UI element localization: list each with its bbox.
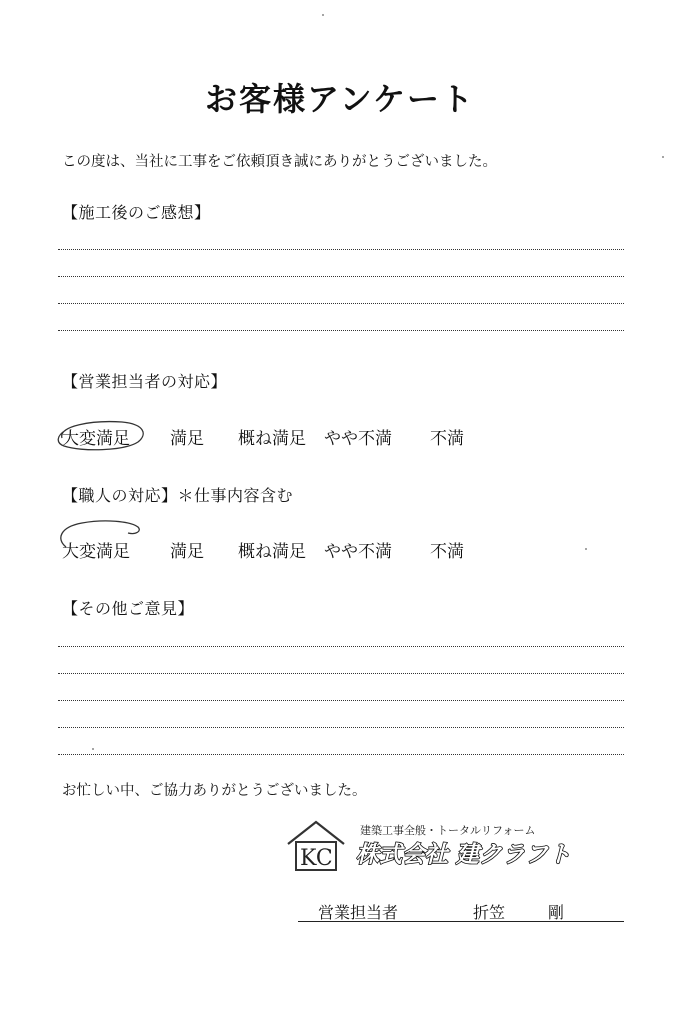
opinions-line (58, 700, 624, 701)
scan-speck (92, 748, 94, 750)
rating-option-somewhat-dissatisfied[interactable]: やや不満 (324, 429, 392, 449)
company-name: 株式会社 建クラフト (356, 842, 572, 868)
craftsman-response-heading: 【職人の対応】＊仕事内容含む (62, 486, 294, 505)
company-tagline: 建築工事全般・トータルリフォーム (360, 824, 536, 837)
rating-option-mostly-satisfied[interactable]: 概ね満足 (238, 429, 306, 449)
rating-option-dissatisfied[interactable]: 不満 (430, 429, 464, 449)
logo-initials: KC (300, 846, 333, 871)
rating-option-dissatisfied[interactable]: 不満 (430, 542, 464, 562)
intro-text: この度は、当社に工事をご依頼頂き誠にありがとうございました。 (62, 154, 497, 170)
opinions-line (58, 754, 624, 755)
opinions-line (58, 727, 624, 728)
other-opinions-heading: 【その他ご意見】 (62, 599, 195, 618)
rating-option-somewhat-dissatisfied[interactable]: やや不満 (324, 542, 392, 562)
house-icon (288, 822, 344, 871)
company-logo (286, 818, 606, 874)
staff-surname: 折笠 (473, 903, 506, 922)
rating-option-very-satisfied[interactable]: 大変満足 (62, 542, 130, 562)
rating-option-satisfied[interactable]: 満足 (170, 429, 204, 449)
opinions-line (58, 673, 624, 674)
rating-option-mostly-satisfied[interactable]: 概ね満足 (238, 542, 306, 562)
scan-speck (662, 156, 664, 158)
signature-line (298, 921, 624, 922)
staff-given-name: 剛 (548, 903, 565, 922)
scan-speck (322, 14, 324, 16)
impressions-line (58, 249, 624, 250)
impressions-line (58, 303, 624, 304)
page-title: お客様アンケート (204, 80, 476, 118)
impressions-heading: 【施工後のご感想】 (62, 203, 211, 222)
scan-speck (585, 548, 587, 550)
opinions-line (58, 646, 624, 647)
sales-response-heading: 【営業担当者の対応】 (62, 372, 228, 391)
impressions-line (58, 276, 624, 277)
rating-option-satisfied[interactable]: 満足 (170, 542, 204, 562)
closing-text: お忙しい中、ご協力ありがとうございました。 (62, 783, 367, 799)
impressions-line (58, 330, 624, 331)
staff-label: 営業担当者 (318, 903, 399, 922)
rating-option-very-satisfied[interactable]: 大変満足 (62, 429, 130, 449)
